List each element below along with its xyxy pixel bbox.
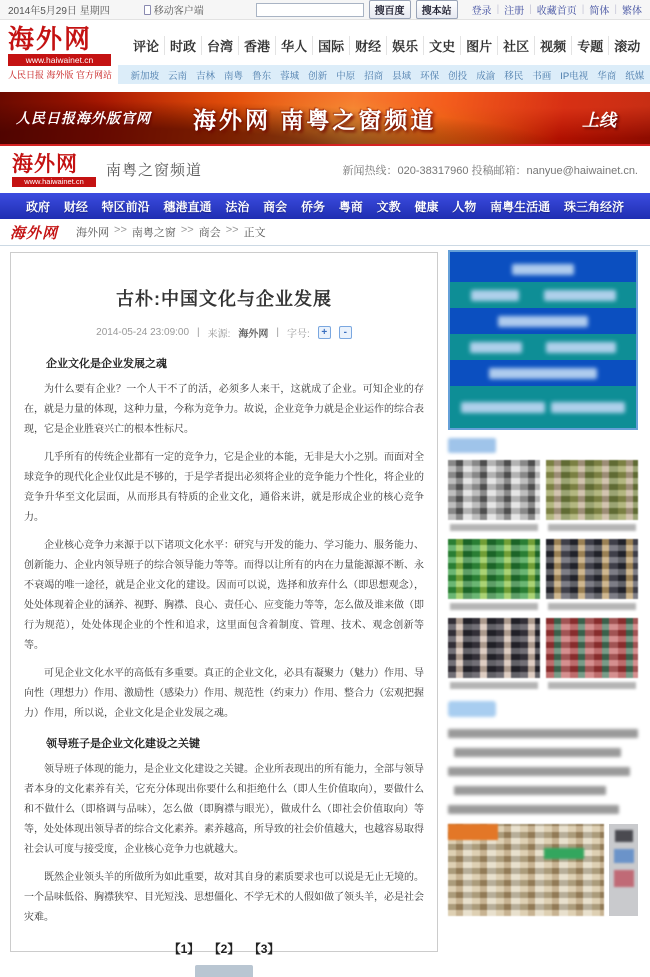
pixelated-headline[interactable] — [448, 729, 638, 738]
divider: | — [581, 4, 585, 15]
channel-logo[interactable] — [12, 153, 96, 187]
subnav-item[interactable]: 招商 — [364, 70, 384, 82]
search-baidu-button[interactable]: 搜百度 — [369, 0, 411, 19]
pixelated-caption[interactable] — [450, 524, 538, 531]
photo-cell — [448, 539, 540, 610]
page-2-link[interactable]: 【2】 — [208, 942, 240, 956]
traditional-link[interactable]: 繁体 — [622, 6, 642, 17]
thumbnail-image[interactable] — [546, 618, 638, 678]
cnav-item-zhusanjiao[interactable]: 珠三角经济 — [563, 199, 624, 214]
cnav-item-caijing[interactable]: 财经 — [63, 199, 88, 214]
pixelated-link[interactable] — [544, 290, 616, 301]
cnav-item-yueshang[interactable]: 粤商 — [338, 199, 363, 214]
subnav-item[interactable]: 鲁东 — [252, 70, 272, 82]
subnav-item[interactable]: 纸媒 — [625, 70, 645, 82]
nav-item-yule[interactable]: 娱乐 — [387, 36, 424, 55]
thumbnail-image[interactable] — [546, 460, 638, 520]
cnav-item-shanghui[interactable]: 商会 — [263, 199, 288, 214]
promo-row — [450, 360, 636, 386]
nav-item-tupian[interactable]: 图片 — [461, 36, 498, 55]
article-panel — [10, 252, 438, 956]
paragraph: 企业核心竞争力来源于以下诸项文化水平：研究与开发的能力、学习能力、服务能力、创新能力、企业内领导班子的综合领导能力等等。而得以让所有的内在力量能源源不断、永不衰竭的唯一途径，就是企业文化的建设。因而可以说，选择和放弃什么（即思想观念），处处体现着企业的涵养、视野、胸襟、良心、责任心、应变能力等等，怎么做及谁来做（即行为规范），处处体现企业的个性和追求，这里面包含着制度、管理、技术、观念创新等等。 — [24, 540, 424, 651]
paragraph: 可见企业文化水平的高低有多重要。真正的企业文化，必具有凝聚力（魅力）作用、导向性（理想力）作用、激励性（感染力）作用、规范性（约束力）作用、整合力（宏观把握力）作用，所以说，企业文化是企业发展之魂。 — [24, 668, 424, 719]
pixelated-caption[interactable] — [548, 603, 636, 610]
simplified-link[interactable]: 简体 — [589, 6, 610, 17]
nav-item-caijing[interactable]: 财经 — [350, 36, 387, 55]
subnav-item[interactable]: 移民 — [504, 70, 524, 82]
meta-divider: | — [197, 327, 200, 338]
breadcrumb-home[interactable]: 海外网 — [76, 227, 110, 239]
thumbnail-image[interactable] — [546, 539, 638, 599]
large-ad-image[interactable] — [448, 824, 604, 916]
nav-item-shizheng[interactable]: 时政 — [165, 36, 202, 55]
pixelated-widget-block — [615, 830, 633, 842]
pixelated-section-label — [448, 438, 496, 453]
pixelated-headline[interactable] — [454, 786, 606, 795]
nav-item-pinglun[interactable]: 评论 — [128, 36, 165, 55]
breadcrumb-separator: >> — [225, 224, 239, 236]
banner-center-text: 海外网 南粤之窗频道 — [193, 106, 437, 133]
sub-nav — [118, 65, 650, 84]
channel-name: 南粤之窗频道 — [106, 162, 203, 179]
mobile-client-label: 移动客户端 — [153, 6, 204, 17]
banner-launch-text: 上线 — [582, 110, 616, 130]
photo-grid — [448, 460, 638, 689]
register-link[interactable]: 注册 — [504, 6, 525, 17]
subnav-item[interactable]: 县域 — [392, 70, 412, 82]
breadcrumb-logo[interactable]: 海外网 — [10, 224, 59, 242]
cnav-item-renwu[interactable]: 人物 — [452, 199, 477, 214]
nav-item-shequ[interactable]: 社区 — [498, 36, 535, 55]
top-utility-bar — [0, 0, 650, 20]
channel-launch-banner[interactable] — [0, 92, 650, 146]
hotline-text: 新闻热线：020-38317960 投稿邮箱：nanyue@haiwainet.cn. — [342, 164, 638, 177]
logo-wordmark: 海外网 — [8, 24, 93, 54]
breadcrumb-separator: >> — [180, 224, 194, 236]
subnav-item[interactable]: 成渝 — [476, 70, 496, 82]
sidebar-bottom — [448, 824, 638, 916]
subnav-item[interactable]: 新加坡 — [130, 70, 160, 82]
source-label: 来源: — [207, 329, 231, 340]
article-title: 古朴:中国文化与企业发展 — [116, 289, 332, 309]
pixelated-link[interactable] — [551, 402, 625, 413]
fontsize-label: 字号: — [287, 329, 310, 340]
current-date: 2014年5月29日 星期四 — [8, 6, 110, 17]
pixelated-caption[interactable] — [450, 682, 538, 689]
breadcrumb — [76, 224, 266, 240]
divider: | — [614, 4, 617, 15]
thumbnail-image[interactable] — [448, 618, 540, 678]
cnav-item-qiaowu[interactable]: 侨务 — [300, 199, 325, 214]
divider: | — [496, 4, 500, 15]
subnav-item[interactable]: 南粤 — [224, 70, 244, 82]
subnav-item[interactable]: 创投 — [448, 70, 468, 82]
sidebar — [448, 250, 638, 916]
pixelated-headline[interactable] — [454, 748, 621, 757]
pixelated-link[interactable] — [512, 264, 574, 275]
meta-divider: | — [276, 327, 280, 338]
pixelated-caption[interactable] — [548, 682, 636, 689]
breadcrumb-bar — [0, 219, 650, 246]
favorite-link[interactable]: 收藏首页 — [536, 6, 577, 17]
promo-row — [450, 282, 636, 308]
logo-subtitle: 人民日报 海外版 官方网站 — [8, 70, 113, 80]
mobile-client-link[interactable] — [144, 2, 204, 17]
font-increase-button[interactable]: + — [318, 326, 331, 339]
breadcrumb-separator: >> — [114, 224, 127, 236]
login-link[interactable]: 登录 — [471, 6, 492, 17]
nav-item-huaren[interactable]: 华人 — [276, 36, 313, 55]
section-heading-1: 企业文化是企业发展之魂 — [46, 358, 167, 370]
article-meta — [24, 325, 424, 340]
cnav-item-tequqianyan[interactable]: 特区前沿 — [101, 199, 150, 214]
side-widget-strip — [609, 824, 638, 916]
subnav-item[interactable]: 环保 — [420, 70, 440, 82]
pixelated-link[interactable] — [470, 342, 522, 353]
subnav-item[interactable]: IP电视 — [560, 70, 589, 82]
user-links — [472, 2, 642, 17]
pixelated-headline[interactable] — [448, 805, 619, 814]
pixelated-ad-label — [544, 848, 584, 859]
paragraph: 几乎所有的传统企业都有一定的竞争力，它是企业的本能，无非是大小之别。而面对全球竞争的现代化企业仅此是不够的，于是学者提出必须将企业的竞争能力个性化，将企业的竞争升华至文化层面，从而形具有特质的企业文化，通俗来讲，就是形成企业的核心竞争力。 — [24, 452, 424, 523]
cnav-item-fazhi[interactable]: 法治 — [225, 199, 250, 214]
promo-row — [450, 386, 636, 428]
thumbnail-image[interactable] — [448, 539, 540, 599]
cnav-item-suigangzhitong[interactable]: 穗港直通 — [163, 199, 212, 214]
site-header — [0, 20, 650, 92]
paragraph: 为什么要有企业？一个人干不了的活，必须多人来干，这就成了企业。可知企业的存在，就是力量的体现，这种力量，今称为竞争力。故说，企业竞争力就是企业运作的综合表现，它是企业胜衰兴亡的根本性标尺。 — [24, 384, 424, 435]
photo-cell — [546, 618, 638, 689]
cnav-item-jiankang[interactable]: 健康 — [414, 199, 439, 214]
pixelated-widget-block — [614, 849, 634, 863]
article-body — [24, 354, 424, 928]
share-button-cutoff[interactable] — [195, 965, 253, 977]
pixelated-section-label — [448, 701, 496, 717]
breadcrumb-channel[interactable]: 南粤之窗 — [131, 227, 176, 239]
subnav-item[interactable]: 书画 — [532, 70, 552, 82]
channel-logo-wordmark: 海外网 — [12, 152, 78, 176]
subnav-item[interactable]: 华商 — [597, 70, 617, 82]
promo-link-box — [448, 250, 638, 430]
nav-item-taiwan[interactable]: 台湾 — [202, 36, 239, 55]
font-decrease-button[interactable]: - — [339, 326, 352, 339]
paragraph: 领导班子体现的能力，是企业文化建设之关键。企业所表现出的所有能力，全部与领导者本身的文化素养有关，它充分体现出你要什么和拒绝什么（即人生价值取向），要做什么和不做什么（即格调与品味），怎么做（即胸襟与眼光），做成什么（即社会价值取向）等等，处处体现出领导者的综合文化素养。素养越高，所导致的社会价值越大，也越容易取得社会认可度与接受度，企业核心竞争力也就越大。 — [24, 764, 424, 855]
pixelated-caption[interactable] — [548, 524, 636, 531]
pixelated-headline-list — [448, 729, 638, 814]
photo-cell — [448, 460, 540, 531]
cnav-item-wenjiao[interactable]: 文教 — [376, 199, 401, 214]
promo-row — [450, 308, 636, 334]
page-1-link[interactable]: 【1】 — [168, 942, 200, 956]
page-3-link[interactable]: 【3】 — [248, 942, 280, 956]
breadcrumb-current: 正文 — [243, 227, 266, 239]
channel-header — [0, 146, 650, 193]
pixelated-ad-tag — [448, 824, 498, 840]
pixelated-link[interactable] — [498, 316, 588, 327]
pixelated-link[interactable] — [546, 342, 616, 353]
promo-row — [450, 334, 636, 360]
pixelated-link[interactable] — [471, 290, 519, 301]
banner-left-text: 人民日报海外版官网 — [16, 110, 151, 126]
article-source[interactable]: 海外网 — [238, 329, 269, 340]
main-content-area — [0, 246, 650, 956]
pixelated-caption[interactable] — [450, 603, 538, 610]
search-site-button[interactable]: 搜本站 — [416, 0, 458, 19]
pixelated-link[interactable] — [489, 368, 597, 379]
channel-nav — [0, 193, 650, 219]
paragraph: 既然企业领头羊的所做所为如此重要，故对其自身的素质要求也可以说是无止无境的。一个品味低俗、胸襟狭窄、目光短浅、思想僵化、不学无术的人假如做了领头羊，必是社会灾难。 — [24, 872, 424, 923]
nav-item-zhuanti[interactable]: 专题 — [572, 36, 609, 55]
subnav-item[interactable]: 蓉城 — [280, 70, 300, 82]
photo-cell — [546, 539, 638, 610]
article-date: 2014-05-24 23:09:00 — [96, 327, 190, 338]
section-heading-2: 领导班子是企业文化建设之关键 — [46, 738, 200, 750]
pixelated-link[interactable] — [461, 402, 545, 413]
divider: | — [529, 4, 532, 15]
pagination — [24, 940, 424, 957]
subnav-item[interactable]: 创新 — [308, 70, 328, 82]
header-navs — [118, 20, 650, 92]
pixelated-headline[interactable] — [448, 767, 630, 776]
photo-cell — [448, 618, 540, 689]
pixelated-widget-block — [614, 870, 634, 887]
subnav-item[interactable]: 中原 — [336, 70, 356, 82]
search-input[interactable] — [256, 3, 364, 17]
main-nav — [118, 28, 650, 62]
thumbnail-image[interactable] — [448, 460, 540, 520]
logo-url: www.haiwainet.cn — [8, 54, 111, 66]
subnav-item[interactable]: 云南 — [168, 70, 188, 82]
nav-item-guoji[interactable]: 国际 — [313, 36, 350, 55]
nav-item-shipin[interactable]: 视频 — [535, 36, 572, 55]
promo-row — [450, 256, 636, 282]
photo-cell — [546, 460, 638, 531]
breadcrumb-section[interactable]: 商会 — [198, 227, 221, 239]
nav-item-gundong[interactable]: 滚动 — [614, 38, 641, 54]
cnav-item-shenghuotong[interactable]: 南粤生活通 — [490, 199, 551, 214]
mobile-phone-icon — [144, 5, 151, 15]
channel-logo-url: www.haiwainet.cn — [12, 177, 96, 187]
cnav-item-zhengfu[interactable]: 政府 — [26, 199, 51, 214]
nav-item-xianggang[interactable]: 香港 — [239, 36, 276, 55]
site-logo[interactable] — [0, 20, 118, 92]
nav-item-wenshi[interactable]: 文史 — [424, 36, 461, 55]
subnav-item[interactable]: 吉林 — [196, 70, 216, 82]
